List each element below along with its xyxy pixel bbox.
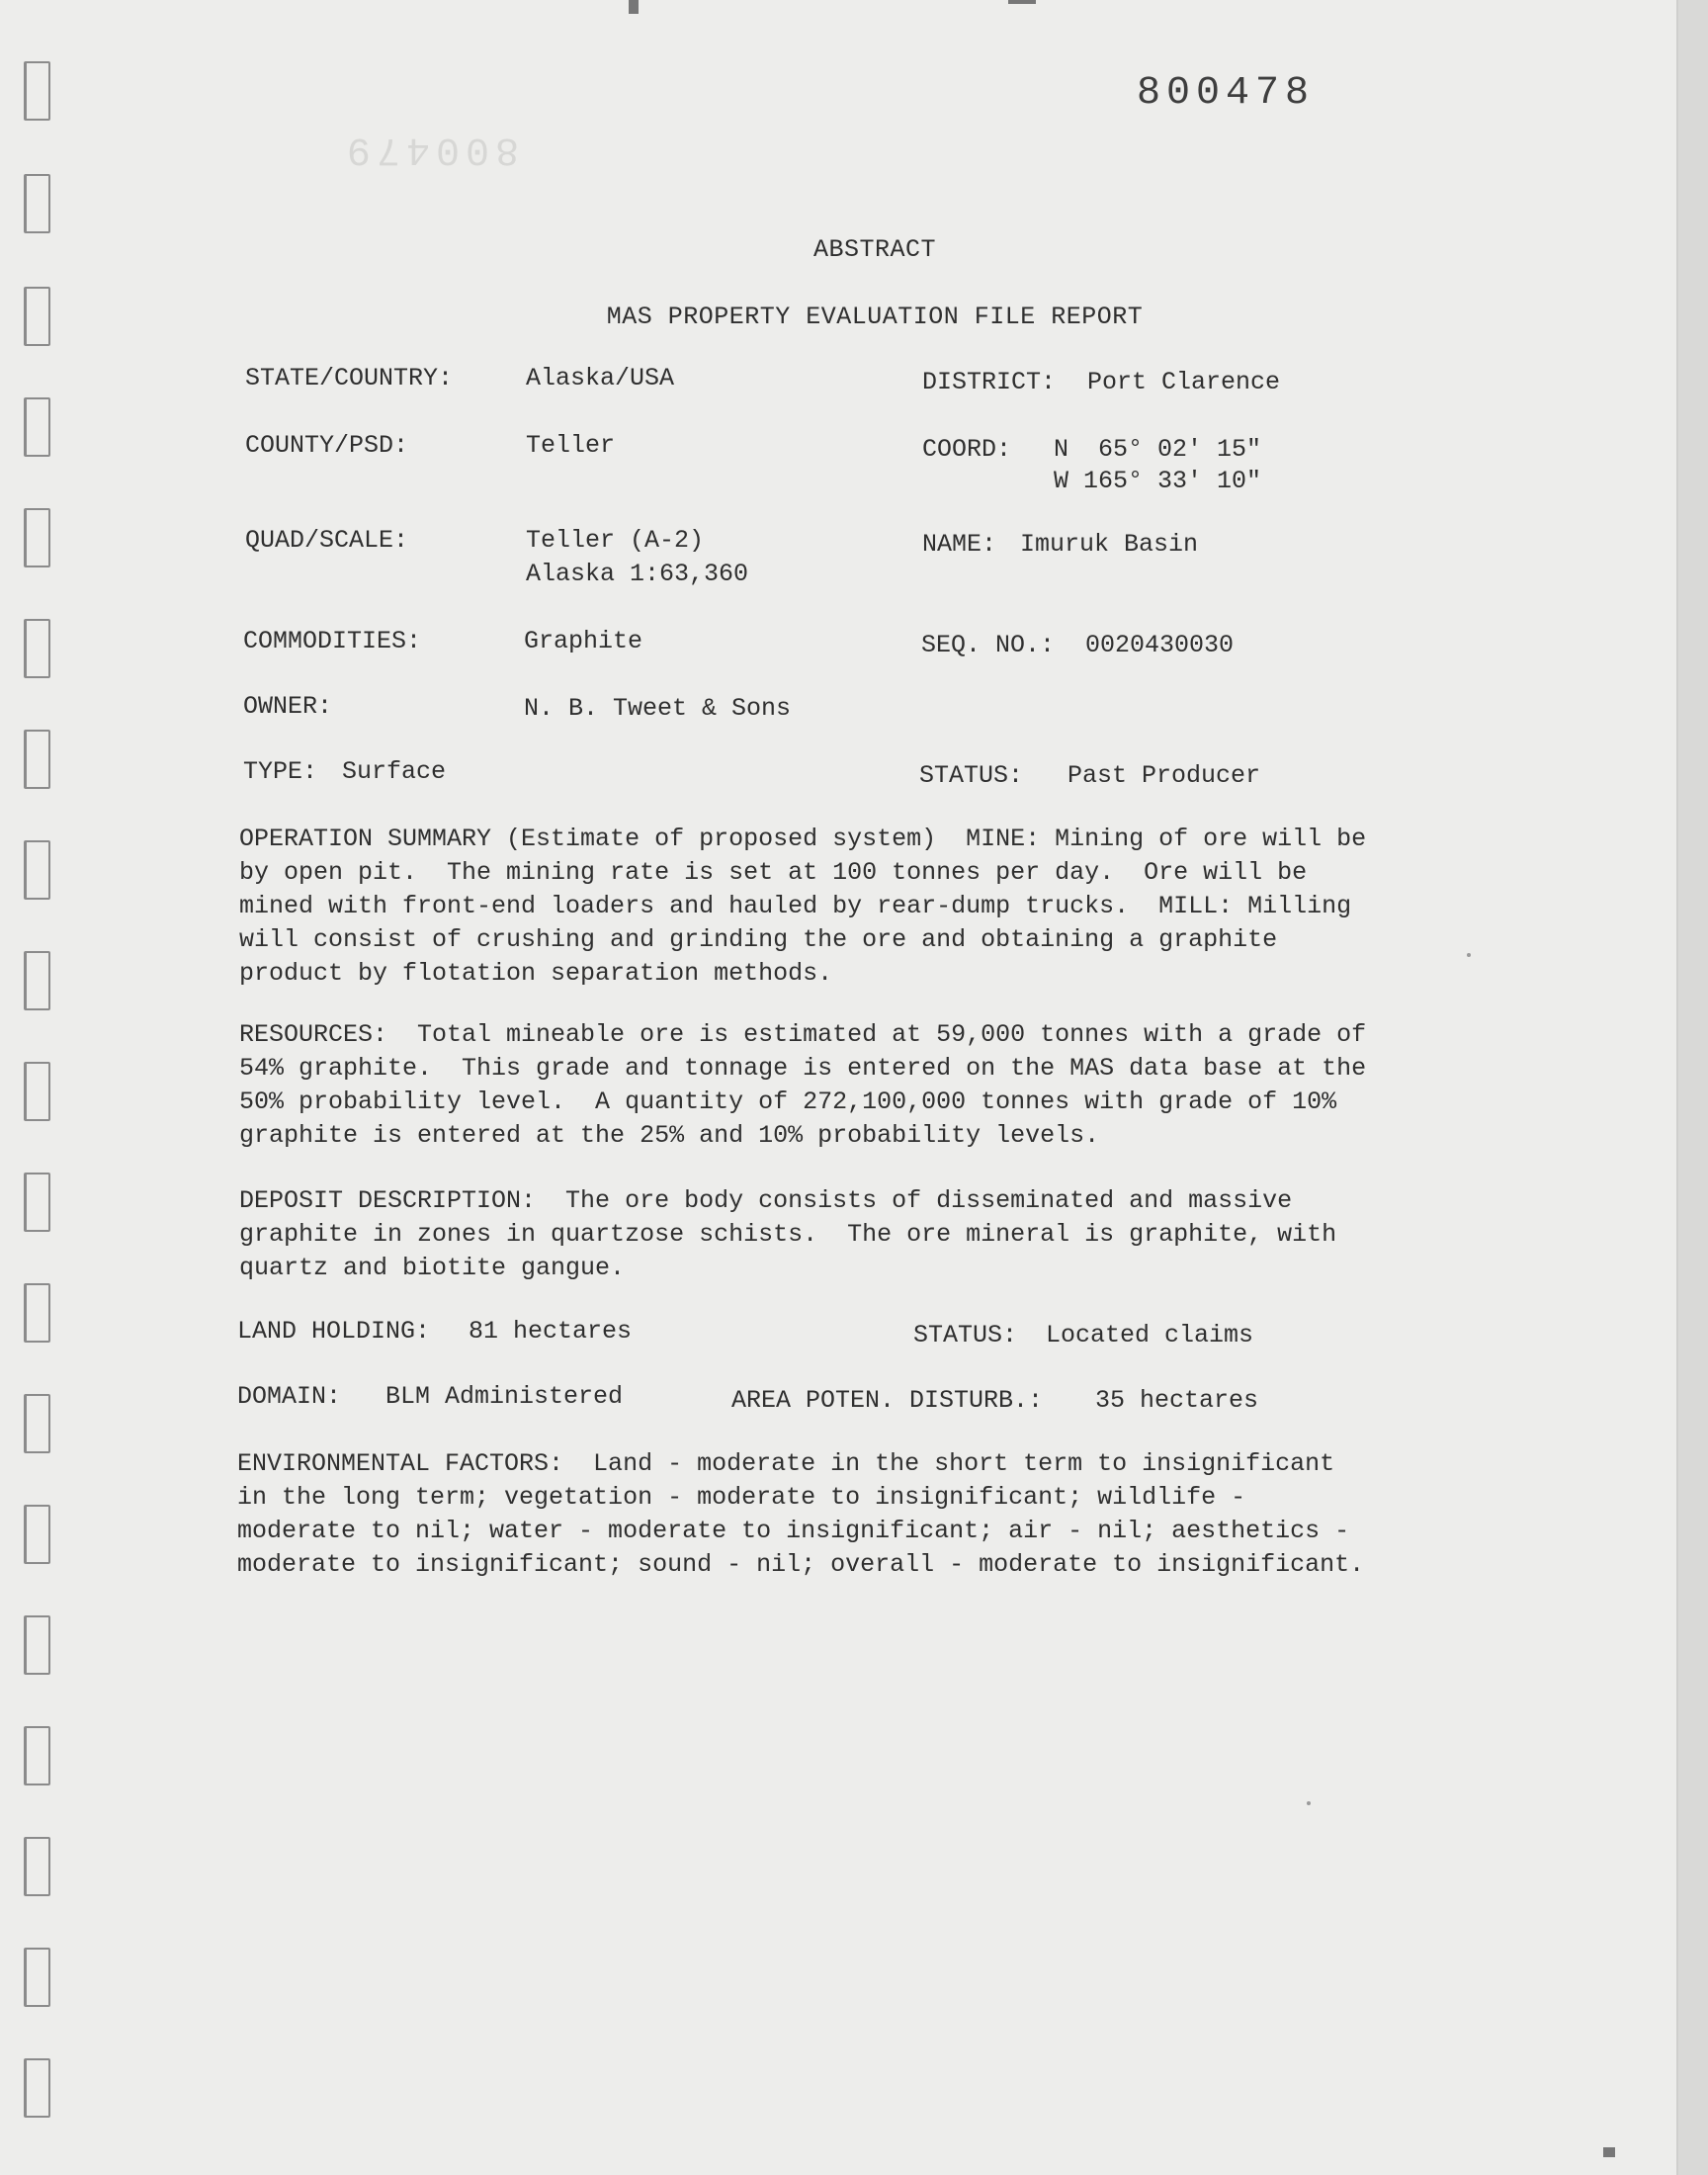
- state-country-value: Alaska/USA: [526, 364, 675, 392]
- type-value: Surface: [342, 757, 447, 786]
- type-label: TYPE:: [243, 757, 318, 786]
- binder-hole: [24, 1283, 50, 1343]
- commodities-value: Graphite: [524, 627, 643, 655]
- text-line: mined with front-end loaders and hauled by rear-dump trucks. MILL: Milling: [239, 892, 1352, 920]
- coord-longitude: W 165° 33' 10": [1054, 467, 1262, 495]
- binder-hole: [24, 61, 50, 121]
- quad-scale-line2: Alaska 1:63,360: [526, 560, 749, 588]
- binder-hole: [24, 730, 50, 789]
- text-line: moderate to insignificant; sound - nil; overall - moderate to insignificant.: [237, 1550, 1365, 1579]
- quad-scale-label: QUAD/SCALE:: [245, 526, 409, 555]
- operation-summary: [239, 823, 1524, 991]
- binder-hole: [24, 840, 50, 900]
- name-label: NAME:: [922, 530, 997, 559]
- text-line: by open pit. The mining rate is set at 100 tonnes per day. Ore will be: [239, 858, 1308, 887]
- text-line: will consist of crushing and grinding the ore and obtaining a graphite: [239, 925, 1278, 954]
- text-line: 54% graphite. This grade and tonnage is entered on the MAS data base at the: [239, 1054, 1367, 1083]
- commodities-label: COMMODITIES:: [243, 627, 422, 655]
- report-subtitle: MAS PROPERTY EVALUATION FILE REPORT: [606, 303, 1144, 331]
- page-title: ABSTRACT: [812, 235, 937, 264]
- binder-hole: [24, 508, 50, 567]
- scan-mark: [629, 0, 639, 14]
- claim-status-label: STATUS:: [913, 1321, 1018, 1349]
- scan-margin: [1678, 0, 1708, 2175]
- land-holding-value: 81 hectares: [469, 1317, 633, 1346]
- binder-hole: [24, 397, 50, 457]
- text-line: OPERATION SUMMARY (Estimate of proposed system) MINE: Mining of ore will be: [239, 825, 1367, 853]
- text-line: DEPOSIT DESCRIPTION: The ore body consists of disseminated and massive: [239, 1186, 1293, 1215]
- binder-hole: [24, 951, 50, 1010]
- binder-hole: [24, 1062, 50, 1121]
- status-value: Past Producer: [1068, 761, 1261, 790]
- area-disturb-label: AREA POTEN. DISTURB.:: [731, 1386, 1044, 1415]
- owner-label: OWNER:: [243, 692, 333, 721]
- coord-latitude: N 65° 02' 15": [1054, 435, 1262, 464]
- text-line: moderate to nil; water - moderate to insignificant; air - nil; aesthetics -: [237, 1517, 1350, 1545]
- scan-mark: [1008, 0, 1036, 4]
- binder-hole: [24, 1505, 50, 1564]
- binder-hole: [24, 1837, 50, 1896]
- quad-scale-line1: Teller (A-2): [526, 526, 705, 555]
- binder-hole: [24, 1173, 50, 1232]
- scan-mark: [1603, 2147, 1615, 2157]
- owner-value: N. B. Tweet & Sons: [524, 694, 792, 723]
- name-value: Imuruk Basin: [1020, 530, 1199, 559]
- scan-speck: [1307, 1801, 1311, 1805]
- district-label: DISTRICT:: [922, 368, 1057, 396]
- binder-hole: [24, 1726, 50, 1785]
- text-line: product by flotation separation methods.: [239, 959, 833, 988]
- deposit-description: [239, 1184, 1524, 1285]
- land-holding-label: LAND HOLDING:: [237, 1317, 431, 1346]
- text-line: RESOURCES: Total mineable ore is estimated at 59,000 tonnes with a grade of: [239, 1020, 1367, 1049]
- text-line: ENVIRONMENTAL FACTORS: Land - moderate in the short term to insignificant: [237, 1449, 1335, 1478]
- county-value: Teller: [526, 431, 616, 460]
- bleed-through-number: 800479: [341, 127, 520, 171]
- document-number: 800478: [1137, 71, 1316, 116]
- resources-paragraph: [239, 1018, 1524, 1153]
- status-label: STATUS:: [919, 761, 1024, 790]
- domain-value: BLM Administered: [385, 1382, 624, 1411]
- text-line: 50% probability level. A quantity of 272,100,000 tonnes with grade of 10%: [239, 1088, 1337, 1116]
- seq-no-value: 0020430030: [1085, 631, 1235, 659]
- claim-status-value: Located claims: [1046, 1321, 1254, 1349]
- district-value: Port Clarence: [1087, 368, 1281, 396]
- seq-no-label: SEQ. NO.:: [921, 631, 1056, 659]
- text-line: in the long term; vegetation - moderate to insignificant; wildlife -: [237, 1483, 1246, 1512]
- county-label: COUNTY/PSD:: [245, 431, 409, 460]
- text-line: graphite is entered at the 25% and 10% probability levels.: [239, 1121, 1100, 1150]
- area-disturb-value: 35 hectares: [1095, 1386, 1259, 1415]
- text-line: graphite in zones in quartzose schists. The ore mineral is graphite, with: [239, 1220, 1337, 1249]
- binder-hole: [24, 1615, 50, 1675]
- binder-hole: [24, 1948, 50, 2007]
- coord-label: COORD:: [922, 435, 1012, 464]
- text-line: quartz and biotite gangue.: [239, 1254, 626, 1282]
- binder-hole: [24, 1394, 50, 1453]
- binder-hole: [24, 2058, 50, 2118]
- domain-label: DOMAIN:: [237, 1382, 342, 1411]
- state-country-label: STATE/COUNTRY:: [245, 364, 454, 392]
- binder-hole: [24, 174, 50, 233]
- environmental-factors: [237, 1447, 1522, 1582]
- binder-hole: [24, 619, 50, 678]
